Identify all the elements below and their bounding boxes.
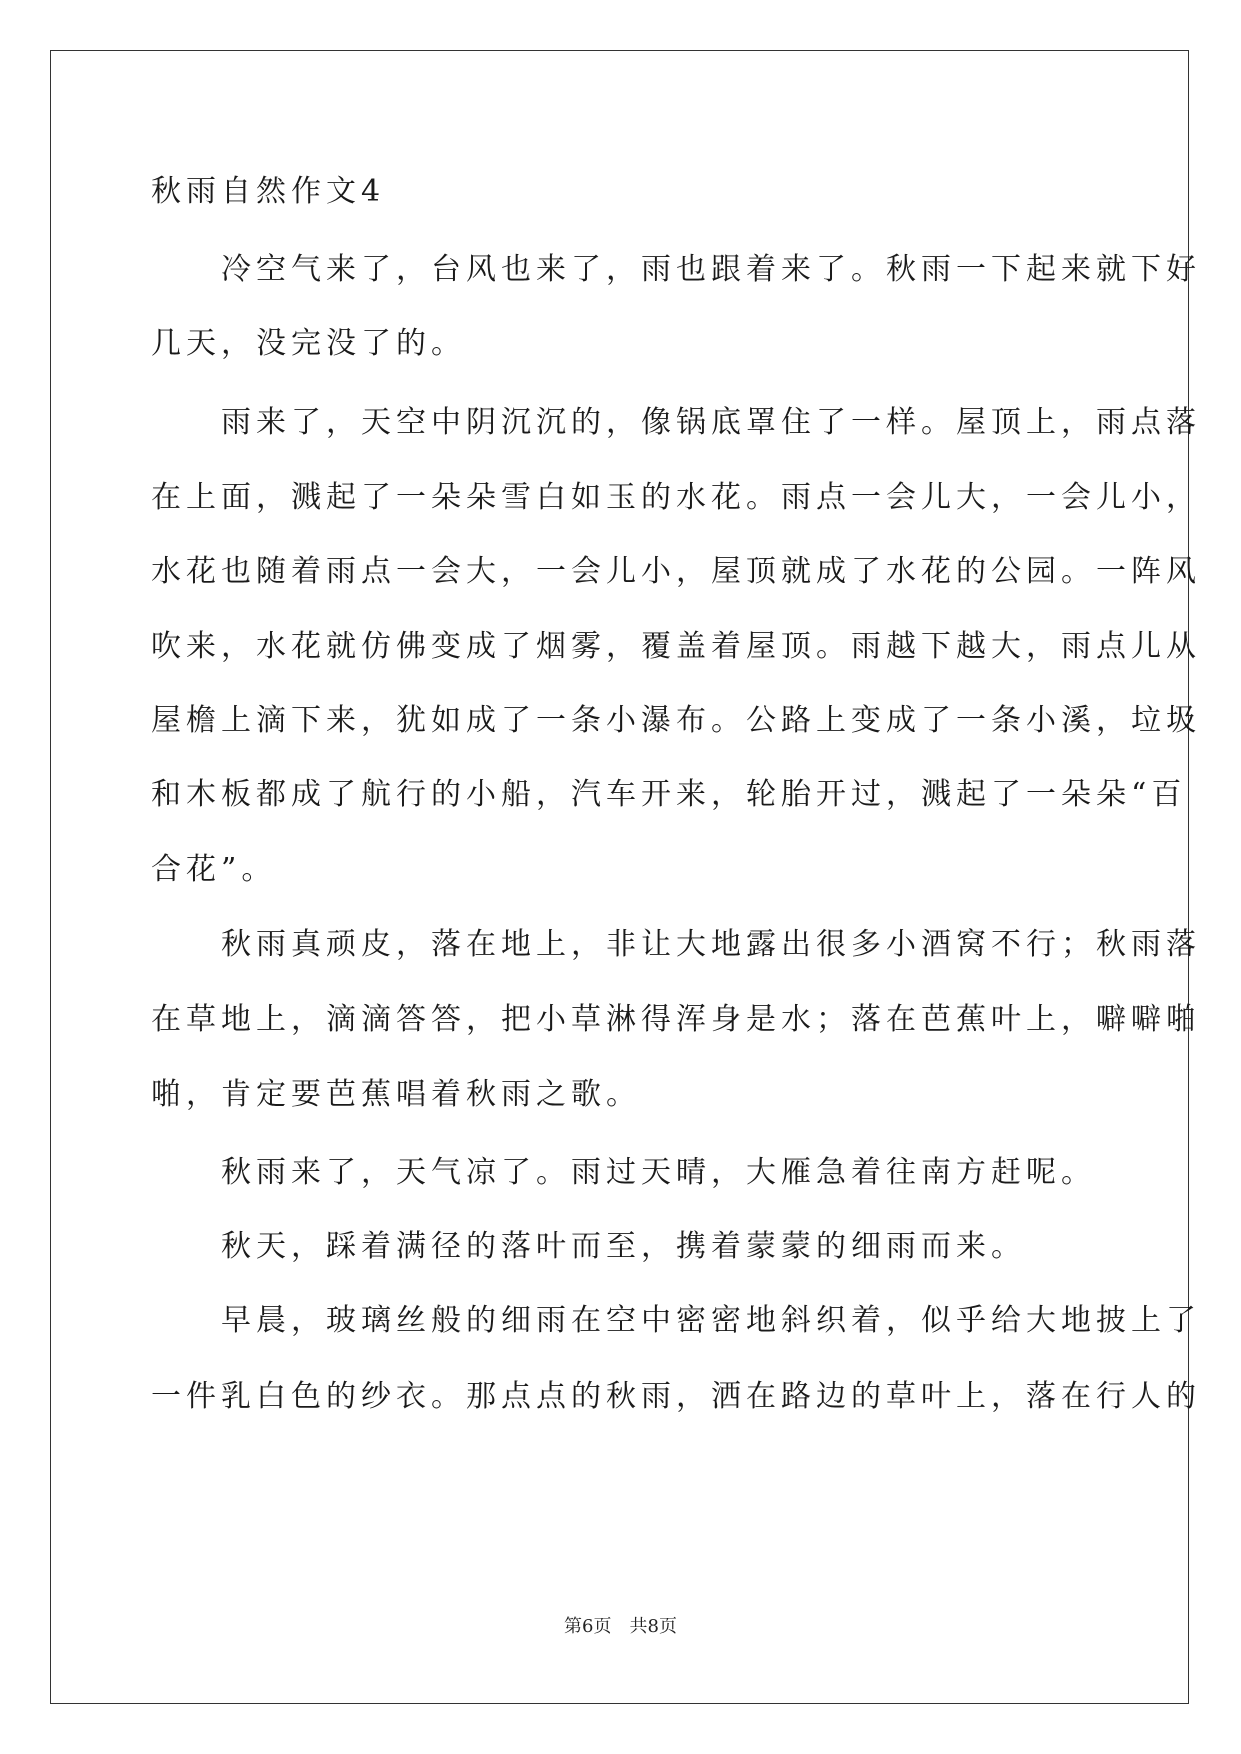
document-title: 秋雨自然作文4: [151, 174, 386, 209]
text-line: 在草地上，滴滴答答，把小草淋得浑身是水；落在芭蕉叶上，噼噼啪: [151, 1002, 1201, 1037]
text-line: 啪，肯定要芭蕉唱着秋雨之歌。: [151, 1077, 641, 1112]
page-number-footer: 第6页 共8页: [564, 1616, 677, 1637]
text-line: 早晨，玻璃丝般的细雨在空中密密地斜织着，似乎给大地披上了: [151, 1303, 1201, 1338]
text-line: 在上面，溅起了一朵朵雪白如玉的水花。雨点一会儿大，一会儿小，: [151, 480, 1201, 515]
text-line: 秋雨来了，天气凉了。雨过天晴，大雁急着往南方赶呢。: [151, 1155, 1096, 1190]
text-line: 合花”。: [151, 852, 277, 887]
text-line: 水花也随着雨点一会大，一会儿小，屋顶就成了水花的公园。一阵风: [151, 554, 1201, 589]
text-line: 几天，没完没了的。: [151, 326, 466, 361]
text-line: 冷空气来了，台风也来了，雨也跟着来了。秋雨一下起来就下好: [151, 252, 1201, 287]
text-line: 一件乳白色的纱衣。那点点的秋雨，洒在路边的草叶上，落在行人的: [151, 1379, 1201, 1414]
text-line: 屋檐上滴下来，犹如成了一条小瀑布。公路上变成了一条小溪，垃圾: [151, 703, 1201, 738]
text-line: 秋天，踩着满径的落叶而至，携着蒙蒙的细雨而来。: [151, 1229, 1026, 1264]
text-line: 雨来了，天空中阴沉沉的，像锅底罩住了一样。屋顶上，雨点落: [151, 405, 1201, 440]
text-line: 吹来，水花就仿佛变成了烟雾，覆盖着屋顶。雨越下越大，雨点儿从: [151, 629, 1201, 664]
text-line: 和木板都成了航行的小船，汽车开来，轮胎开过，溅起了一朵朵“百: [151, 777, 1187, 812]
text-line: 秋雨真顽皮，落在地上，非让大地露出很多小酒窝不行；秋雨落: [151, 927, 1201, 962]
